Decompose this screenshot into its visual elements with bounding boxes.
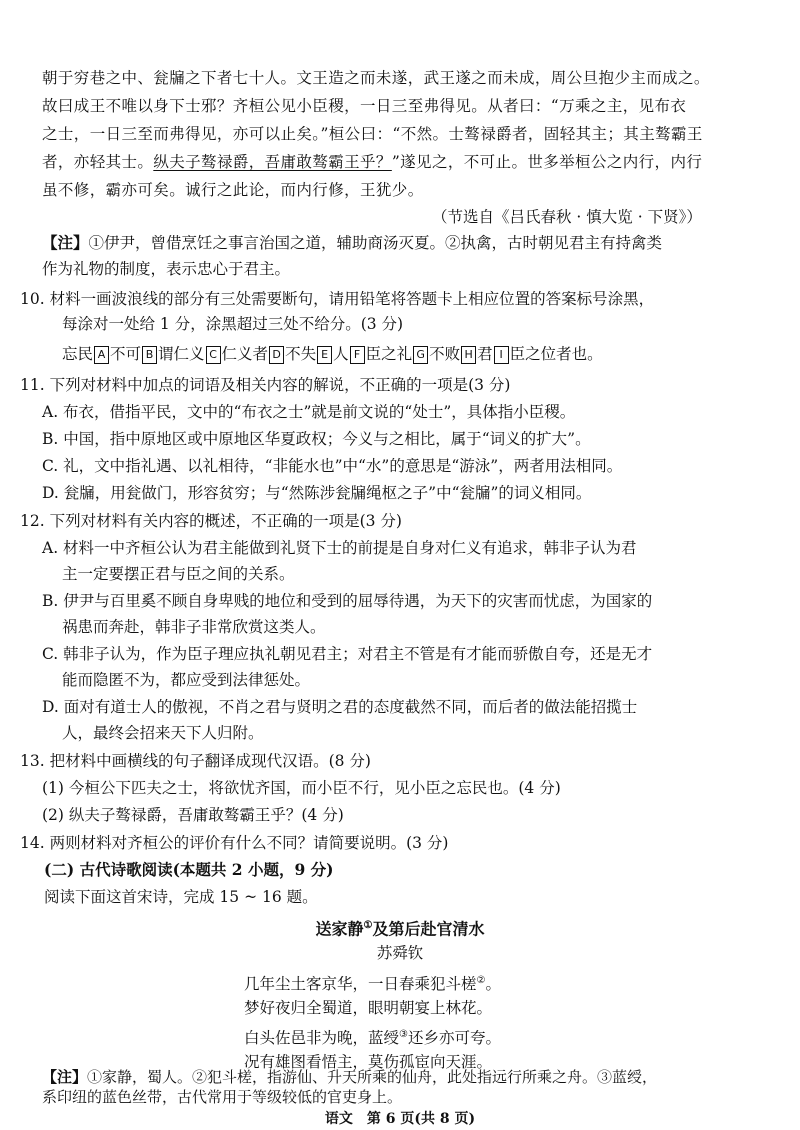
section-heading: (二) 古代诗歌阅读(本题共 2 小题，9 分) bbox=[44, 860, 334, 879]
q10-stem-1: 10. 材料一画波浪线的部分有三处需要断句，请用铅笔将答题卡上相应位置的答案标号涂黑， bbox=[20, 290, 655, 308]
q10-stem-2: 每涂对一处给 1 分，涂黑超过三处不给分。(3 分) bbox=[62, 315, 404, 333]
segment: 忘民 bbox=[62, 345, 94, 363]
q13-sentence-1: (1) 今桓公下匹夫之士，将欲忧齐国，而小臣不行，见小臣之忘民也。(4 分) bbox=[42, 779, 561, 797]
note-1-text: ①伊尹，曾借烹饪之事言治国之道，辅助商汤灭夏。②执禽，古时朝见君主有持禽类 bbox=[88, 234, 663, 252]
poem-title bbox=[0, 915, 800, 940]
note-label: 【注】 bbox=[42, 1068, 88, 1086]
segment: 人 bbox=[333, 345, 349, 363]
note-label: 【注】 bbox=[42, 233, 89, 252]
note-2-text: ①家静，蜀人。②犯斗槎，指游仙、升天所乘的仙舟，此处指远行所乘之舟。③蓝绶， bbox=[87, 1068, 658, 1086]
q11-stem: 11. 下列对材料中加点的词语及相关内容的解说，不正确的一项是(3 分) bbox=[20, 376, 511, 394]
answer-mark-b[interactable]: B bbox=[142, 346, 157, 364]
answer-mark-f[interactable]: F bbox=[350, 346, 365, 364]
answer-mark-h[interactable]: H bbox=[461, 346, 476, 364]
answer-mark-i[interactable]: I bbox=[494, 346, 509, 364]
note-1-line-2: 作为礼物的制度，表示忠心于君主。 bbox=[42, 260, 291, 278]
answer-mark-g[interactable]: G bbox=[413, 346, 428, 364]
poem-line-4: 况有雄图看悟主，莫伤孤宦向天涯。 bbox=[244, 1053, 493, 1071]
poem-title-part: 送家静 bbox=[315, 919, 364, 939]
section-intro: 阅读下面这首宋诗，完成 15 ~ 16 题。 bbox=[44, 888, 318, 906]
q11-option-d: D. 瓮牖，用瓮做门，形容贫穷；与“然陈涉瓮牖绳枢之子”中“瓮牖”的词义相同。 bbox=[42, 484, 592, 502]
q11-option-b: B. 中国，指中原地区或中原地区华夏政权；今义与之相比，属于“词义的扩大”。 bbox=[42, 430, 591, 448]
q13-sentence-2: (2) 纵夫子骜禄爵，吾庸敢骜霸王乎？(4 分) bbox=[42, 806, 344, 824]
poem-title-part: 及第后赴官清水 bbox=[372, 919, 485, 939]
segment: 君 bbox=[477, 345, 493, 363]
passage-source: （节选自《吕氏春秋 · 慎大览 · 下贤》） bbox=[432, 208, 702, 226]
q12-stem: 12. 下列对材料有关内容的概述，不正确的一项是(3 分) bbox=[20, 512, 402, 530]
q12-option-b-2: 祸患而奔赴，韩非子非常欣赏这类人。 bbox=[62, 618, 326, 636]
answer-mark-c[interactable]: C bbox=[206, 346, 221, 364]
underlined-sentence: 纵夫子骜禄爵，吾庸敢骜霸王乎？ bbox=[153, 153, 392, 171]
footnote-marker: ① bbox=[363, 920, 373, 931]
note-2-line-2: 系印纽的蓝色丝带，古代常用于等级较低的官吏身上。 bbox=[42, 1088, 403, 1106]
footnote-marker: ③ bbox=[399, 1029, 408, 1040]
q12-option-c-1: C. 韩非子认为，作为臣子理应执礼朝见君主；对君主不管是有才能而骄傲自夸，还是无才 bbox=[42, 645, 653, 663]
answer-mark-a[interactable]: A bbox=[94, 346, 109, 364]
q10-segmented-sentence bbox=[62, 343, 603, 365]
q13-stem: 13. 把材料中画横线的句子翻译成现代汉语。(8 分) bbox=[20, 752, 371, 770]
poem-author: 苏舜钦 bbox=[376, 944, 424, 962]
segment: 臣之礼 bbox=[365, 345, 413, 363]
passage-line-1: 朝于穷巷之中、瓮牖之下者七十人。文王造之而未遂，武王遂之而未成，周公旦抱少主而成之。 bbox=[42, 69, 710, 87]
answer-mark-e[interactable]: E bbox=[317, 346, 332, 364]
poem-line-3 bbox=[244, 1024, 501, 1049]
segment: 仁义者 bbox=[221, 345, 269, 363]
q11-option-a: A. 布衣，借指平民，文中的“布衣之士”就是前文说的“处士”，具体指小臣稷。 bbox=[42, 403, 576, 421]
passage-line-3: 之士，一日三至而弗得见，亦可以止矣。”桓公曰：“不然。士骜禄爵者，固轻其主；其主骜霸王 bbox=[42, 125, 703, 143]
q12-option-a-2: 主一定要摆正君与臣之间的关系。 bbox=[62, 565, 295, 583]
poem-line-1 bbox=[244, 970, 501, 995]
poem-text: 。 bbox=[485, 975, 501, 994]
note-2-line-1 bbox=[42, 1066, 657, 1088]
passage-line-4-end: ”遂见之，不可止。世多举桓公之内行，内行 bbox=[391, 153, 703, 171]
poem-text: 白头佐邑非为晚，蓝绶 bbox=[244, 1029, 400, 1048]
q12-option-c-2: 能而隐匿不为，都应受到法律惩处。 bbox=[62, 671, 311, 689]
footnote-marker: ② bbox=[476, 975, 486, 986]
q12-option-d-1: D. 面对有道士人的傲视，不肖之君与贤明之君的态度截然不同，而后者的做法能招揽士 bbox=[42, 698, 638, 716]
passage-line-4-start: 者，亦轻其士。 bbox=[42, 153, 154, 171]
passage-line-5: 虽不修，霸亦可矣。诚行之此论，而内行修，王犹少。 bbox=[42, 181, 424, 199]
segment: 谓仁义 bbox=[158, 345, 205, 363]
page-footer: 语文 第 6 页(共 8 页) bbox=[324, 1111, 476, 1127]
note-1-line-1 bbox=[42, 232, 662, 254]
segment: 不败 bbox=[429, 345, 461, 363]
q12-option-a-1: A. 材料一中齐桓公认为君主能做到礼贤下士的前提是自身对仁义有追求，韩非子认为君 bbox=[42, 539, 637, 557]
q12-option-b-1: B. 伊尹与百里奚不顾自身卑贱的地位和受到的屈辱待遇，为天下的灾害而忧虑，为国家的 bbox=[42, 592, 653, 610]
segment: 臣之位者也。 bbox=[509, 345, 603, 363]
poem-text: 还乡亦可夸。 bbox=[407, 1029, 501, 1048]
segment: 不可 bbox=[110, 345, 142, 363]
poem-text: 几年尘土客京华，一日春乘犯斗槎 bbox=[244, 975, 477, 994]
q14-stem: 14. 两则材料对齐桓公的评价有什么不同？请简要说明。(3 分) bbox=[20, 834, 449, 852]
answer-mark-d[interactable]: D bbox=[269, 346, 284, 364]
passage-line-2: 故曰成王不唯以身下士邪？齐桓公见小臣稷，一日三至弗得见。从者曰：“万乘之主，见布衣 bbox=[42, 97, 687, 115]
poem-line-2: 梦好夜归全蜀道，眼明朝宴上林花。 bbox=[244, 999, 493, 1017]
q11-option-c: C. 礼，文中指礼遇、以礼相待，“非能水也”中“水”的意思是“游泳”，两者用法相同。 bbox=[42, 457, 623, 475]
q12-option-d-2: 人，最终会招来天下人归附。 bbox=[62, 724, 264, 742]
passage-line-4 bbox=[42, 151, 702, 173]
segment: 不失 bbox=[285, 345, 317, 363]
